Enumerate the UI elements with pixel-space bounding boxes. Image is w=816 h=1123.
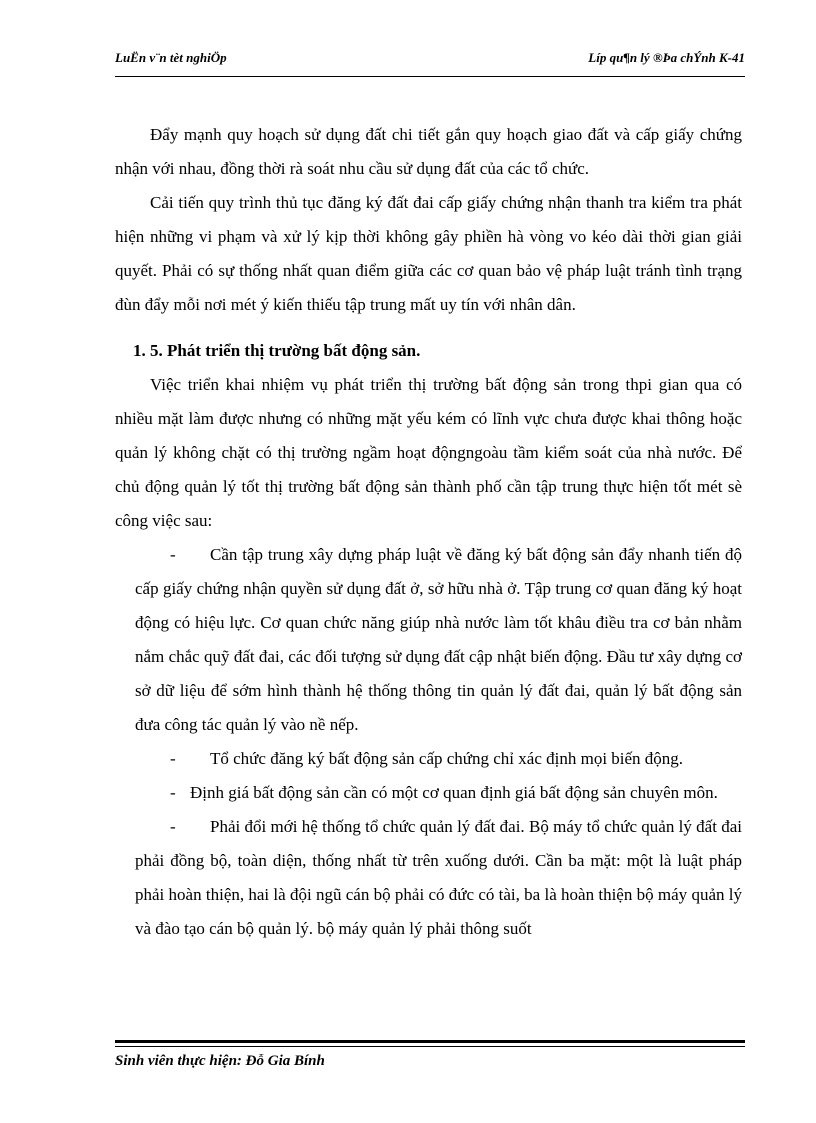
- list-item: [115, 538, 742, 742]
- paragraph-1: Đẩy mạnh quy hoạch sử dụng đất chi tiết gắn quy hoạch giao đất và cấp giấy chứng nhận với nhau, đồng thời rà soát nhu cầu sử dụng đất của các tổ chức.: [115, 125, 742, 178]
- section-heading: 1. 5. Phát triển thị trường bất động sản.: [133, 341, 421, 360]
- paragraph-3: Việc triển khai nhiệm vụ phát triển thị trường bất động sản trong thpi gian qua có nhiều mặt làm được nhưng có những mặt yếu kém có lĩnh vực chưa được khai thông hoặc quản lý không chặt có thị trường ngầm hoạt độngngoàu tầm kiểm soát của nhà nước. Để chủ động quản lý tốt thị trường bất động sản thành phố cần tập trung thực hiện tốt mét sè công việc sau:: [115, 375, 742, 530]
- list-item-text: Phải đổi mới hệ thống tổ chức quản lý đất đai. Bộ máy tổ chức quản lý đất đai phải đồng bộ, toàn diện, thống nhất từ trên xuống dưới. Cần ba mặt: một là luật pháp phải hoàn thiện, hai là đội ngũ cán bộ phải có đức có tài, ba là hoàn thiện bộ máy quản lý và đào tạo cán bộ quản lý. bộ máy quản lý phải thông suốt: [135, 817, 742, 938]
- list-item: [115, 776, 742, 810]
- list-item: [115, 742, 742, 776]
- header-thesis-title: LuËn v¨n tèt nghiÖp: [115, 50, 227, 65]
- bullet-dash: -: [170, 545, 176, 564]
- list-item-text: Định giá bất động sản cần có một cơ quan định giá bất động sản chuyên môn.: [190, 783, 718, 802]
- bullet-dash: -: [170, 749, 176, 768]
- bullet-dash: -: [170, 783, 176, 802]
- document-body: [115, 118, 742, 946]
- list-item-text: Tổ chức đăng ký bất động sản cấp chứng chỉ xác định mọi biến động.: [210, 749, 684, 768]
- page-header: [115, 50, 745, 70]
- paragraph-2: Cải tiến quy trình thủ tục đăng ký đất đai cấp giấy chứng nhận thanh tra kiểm tra phát hiện những vi phạm và xử lý kịp thời không gây phiền hà vòng vo kéo dài thời gian giải quyết. Phải có sự thống nhất quan điểm giữa các cơ quan bảo vệ pháp luật tránh tình trạng đùn đẩy mỗi nơi mét ý kiến thiếu tập trung mất uy tín với nhân dân.: [115, 193, 742, 314]
- header-class-name: Líp qu¶n lý ®Þa chÝnh K-41: [588, 50, 745, 65]
- list-item-text: Cần tập trung xây dựng pháp luật về đăng ký bất động sản đẩy nhanh tiến độ cấp giấy chứng nhận quyền sử dụng đất ở, sở hữu nhà ở. Tập trung cơ quan đăng ký hoạt động có hiệu lực. Cơ quan chức năng giúp nhà nước làm tốt khâu điều tra cơ bản nhằm nắm chắc quỹ đất đai, các đối tượng sử dụng đất cập nhật biến động. Đầu tư xây dựng cơ sở dữ liệu để sớm hình thành hệ thống thông tin quản lý đất đai, quản lý bất động sản đưa công tác quản lý vào nề nếp.: [135, 545, 742, 734]
- bullet-dash: -: [170, 817, 176, 836]
- page-footer: Sinh viên thực hiện: Đỗ Gia Bính: [115, 1053, 325, 1069]
- footer-rule-thick: [115, 1040, 745, 1043]
- list-item: [115, 810, 742, 946]
- header-rule: [115, 76, 745, 77]
- footer-rule-thin: [115, 1046, 745, 1047]
